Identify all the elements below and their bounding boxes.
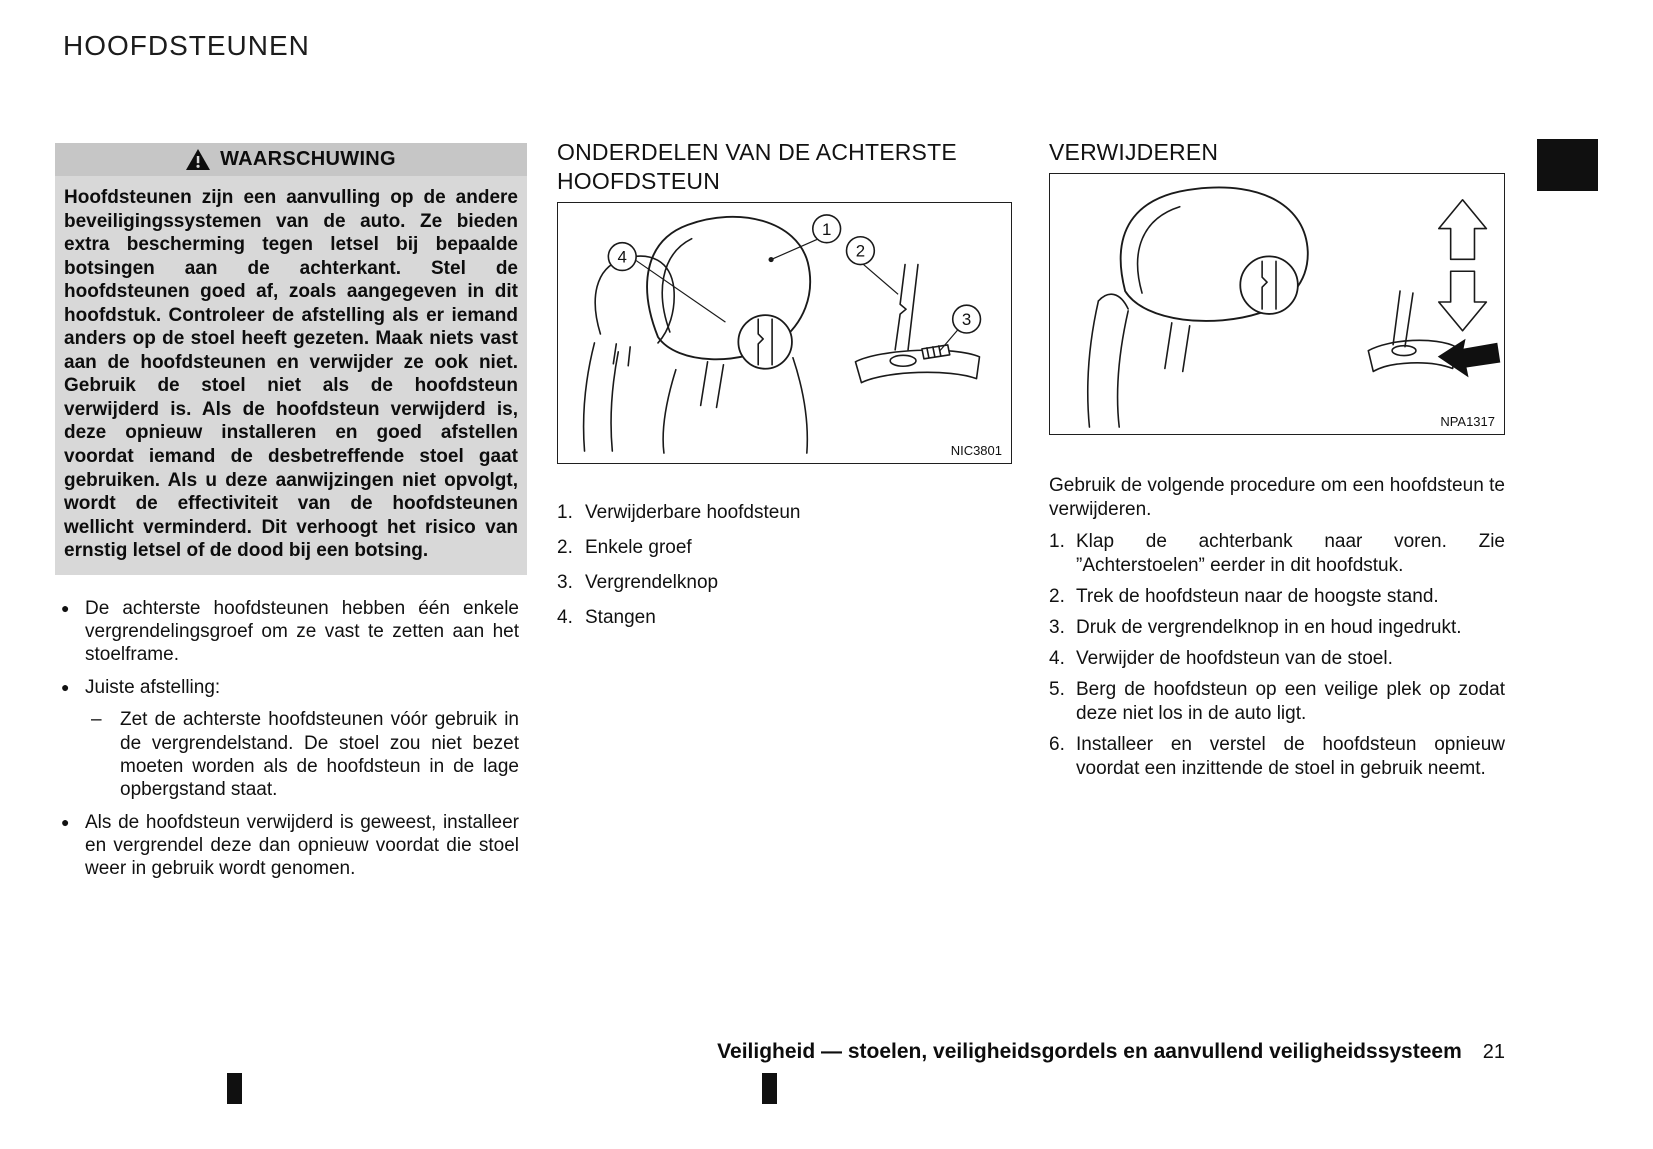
groove-detail-circle bbox=[1240, 257, 1298, 315]
list-item bbox=[557, 537, 1017, 559]
print-mark bbox=[227, 1073, 242, 1104]
press-arrow-icon bbox=[1438, 339, 1501, 378]
page-footer bbox=[717, 1040, 1505, 1064]
step-text: Verwijder de hoofdsteun van de stoel. bbox=[1076, 647, 1393, 669]
removal-section bbox=[1049, 138, 1505, 788]
down-arrow-icon bbox=[1439, 271, 1487, 331]
list-item bbox=[55, 676, 519, 699]
item-number: 2. bbox=[557, 537, 573, 559]
step-text: Berg de hoofdsteun op een veilige plek op zodat deze niet los in de auto ligt. bbox=[1076, 678, 1505, 724]
step-number: 1. bbox=[1049, 531, 1065, 553]
warning-triangle-icon bbox=[186, 149, 210, 170]
page-title: HOOFDSTEUNEN bbox=[63, 30, 310, 61]
parts-list bbox=[557, 502, 1017, 629]
warning-header bbox=[55, 143, 527, 176]
figure-callouts bbox=[608, 215, 980, 351]
step-item bbox=[1049, 530, 1505, 578]
line-art bbox=[584, 217, 980, 453]
step-text: Klap de achterbank naar voren. Zie ”Achterstoelen” eerder in dit hoofdstuk. bbox=[1076, 531, 1505, 577]
step-item bbox=[1049, 616, 1505, 640]
figure-code: NIC3801 bbox=[950, 443, 1002, 459]
note-text: Juiste afstelling: bbox=[85, 676, 221, 698]
post-with-groove bbox=[895, 265, 906, 350]
seat-mount bbox=[855, 351, 979, 383]
item-label: Verwijderbare hoofdsteun bbox=[585, 502, 801, 524]
removal-steps bbox=[1049, 530, 1505, 780]
warning-title: WAARSCHUWING bbox=[220, 148, 396, 170]
parts-figure bbox=[557, 202, 1012, 464]
step-number: 6. bbox=[1049, 733, 1065, 755]
print-mark bbox=[762, 1073, 777, 1104]
notes-list bbox=[55, 597, 519, 881]
rear-headrest-parts-illustration bbox=[558, 203, 1011, 463]
bullet-icon: ● bbox=[61, 678, 70, 695]
item-number: 1. bbox=[557, 502, 573, 524]
parts-heading: ONDERDELEN VAN DE ACHTERSTE HOOFDSTEUN bbox=[557, 139, 957, 195]
dash-icon: – bbox=[91, 709, 102, 731]
figure-code: NPA1317 bbox=[1440, 414, 1495, 430]
item-label: Vergrendelknop bbox=[585, 572, 719, 594]
item-label: Stangen bbox=[585, 607, 656, 629]
lock-knob bbox=[922, 345, 950, 359]
note-text: Als de hoofdsteun verwijderd is geweest, installeer en vergrendel deze dan opnieuw voordat die stoel weer in gebruik wordt genomen. bbox=[85, 811, 519, 880]
step-text: Druk de vergrendelknop in en houd ingedrukt. bbox=[1076, 616, 1462, 638]
list-item bbox=[557, 572, 1017, 594]
list-item bbox=[557, 502, 1017, 524]
callout-2: 2 bbox=[855, 241, 866, 261]
step-text: Trek de hoofdsteun naar de hoogste stand. bbox=[1076, 585, 1439, 607]
step-text: Installeer en verstel de hoofdsteun opnieuw voordat een inzittende de stoel in gebruik neemt. bbox=[1076, 733, 1505, 779]
removal-heading: VERWIJDEREN bbox=[1049, 139, 1219, 165]
page-number: 21 bbox=[1482, 1041, 1505, 1063]
step-item bbox=[1049, 678, 1505, 726]
groove-detail-circle bbox=[738, 316, 792, 370]
bullet-icon: ● bbox=[61, 599, 70, 616]
step-number: 4. bbox=[1049, 647, 1065, 669]
warning-box bbox=[55, 143, 527, 575]
step-item bbox=[1049, 585, 1505, 609]
note-text: Zet de achterste hoofdsteunen vóór gebruik in de vergrendelstand. De stoel zou niet bezet moeten worden als de hoofdsteun in de lage opbergstand staat. bbox=[120, 709, 519, 801]
step-number: 2. bbox=[1049, 585, 1065, 607]
list-item bbox=[557, 607, 1017, 629]
step-number: 5. bbox=[1049, 678, 1065, 700]
step-number: 3. bbox=[1049, 616, 1065, 638]
line-art bbox=[1088, 188, 1487, 428]
list-item bbox=[55, 597, 519, 667]
callout-1: 1 bbox=[821, 220, 832, 240]
left-column bbox=[55, 143, 527, 890]
removal-figure bbox=[1049, 173, 1505, 435]
item-label: Enkele groef bbox=[585, 537, 692, 559]
up-arrow-icon bbox=[1439, 200, 1487, 260]
section-tab-marker bbox=[1537, 139, 1598, 191]
item-number: 4. bbox=[557, 607, 573, 629]
removal-intro: Gebruik de volgende procedure om een hoofdsteun te verwijderen. bbox=[1049, 475, 1505, 521]
step-item bbox=[1049, 733, 1505, 781]
headrest-removal-illustration bbox=[1050, 174, 1504, 434]
warning-body: Hoofdsteunen zijn een aanvulling op de andere beveiligingssystemen van de auto. Ze bieden extra bescherming tegen letsel bij bepaalde botsingen aan de achterkant. Stel de hoofdsteunen goed af, zoals aangegeven in dit hoofdstuk. Controleer de afstelling als er iemand anders op de stoel heeft gezeten. Maak niets vast aan de hoofdsteunen en verwijder ze ook niet. Gebruik de stoel niet als de hoofdsteun verwijderd is. Als de hoofdsteun verwijderd is, deze opnieuw installeren en goed afstellen voordat iemand de desbetreffende stoel gaat gebruiken. Als u deze aanwijzingen niet opvolgt, wordt de effectiviteit van de hoofdsteunen wellicht verminderd. Dit verhoogt het risico van ernstig letsel of de dood bij een botsing. bbox=[64, 187, 518, 562]
note-text: De achterste hoofdsteunen hebben één enkele vergrendelingsgroef om ze vast te zetten aan het stoelframe. bbox=[85, 597, 519, 666]
callout-3: 3 bbox=[961, 310, 972, 330]
parts-section bbox=[557, 138, 1017, 642]
footer-section-title: Veiligheid — stoelen, veiligheidsgordels en aanvullend veiligheidssysteem bbox=[717, 1040, 1462, 1063]
item-number: 3. bbox=[557, 572, 573, 594]
callout-4: 4 bbox=[617, 247, 627, 267]
list-item bbox=[55, 811, 519, 881]
bullet-icon: ● bbox=[61, 813, 70, 830]
sub-list-item bbox=[91, 708, 519, 801]
step-item bbox=[1049, 647, 1505, 671]
